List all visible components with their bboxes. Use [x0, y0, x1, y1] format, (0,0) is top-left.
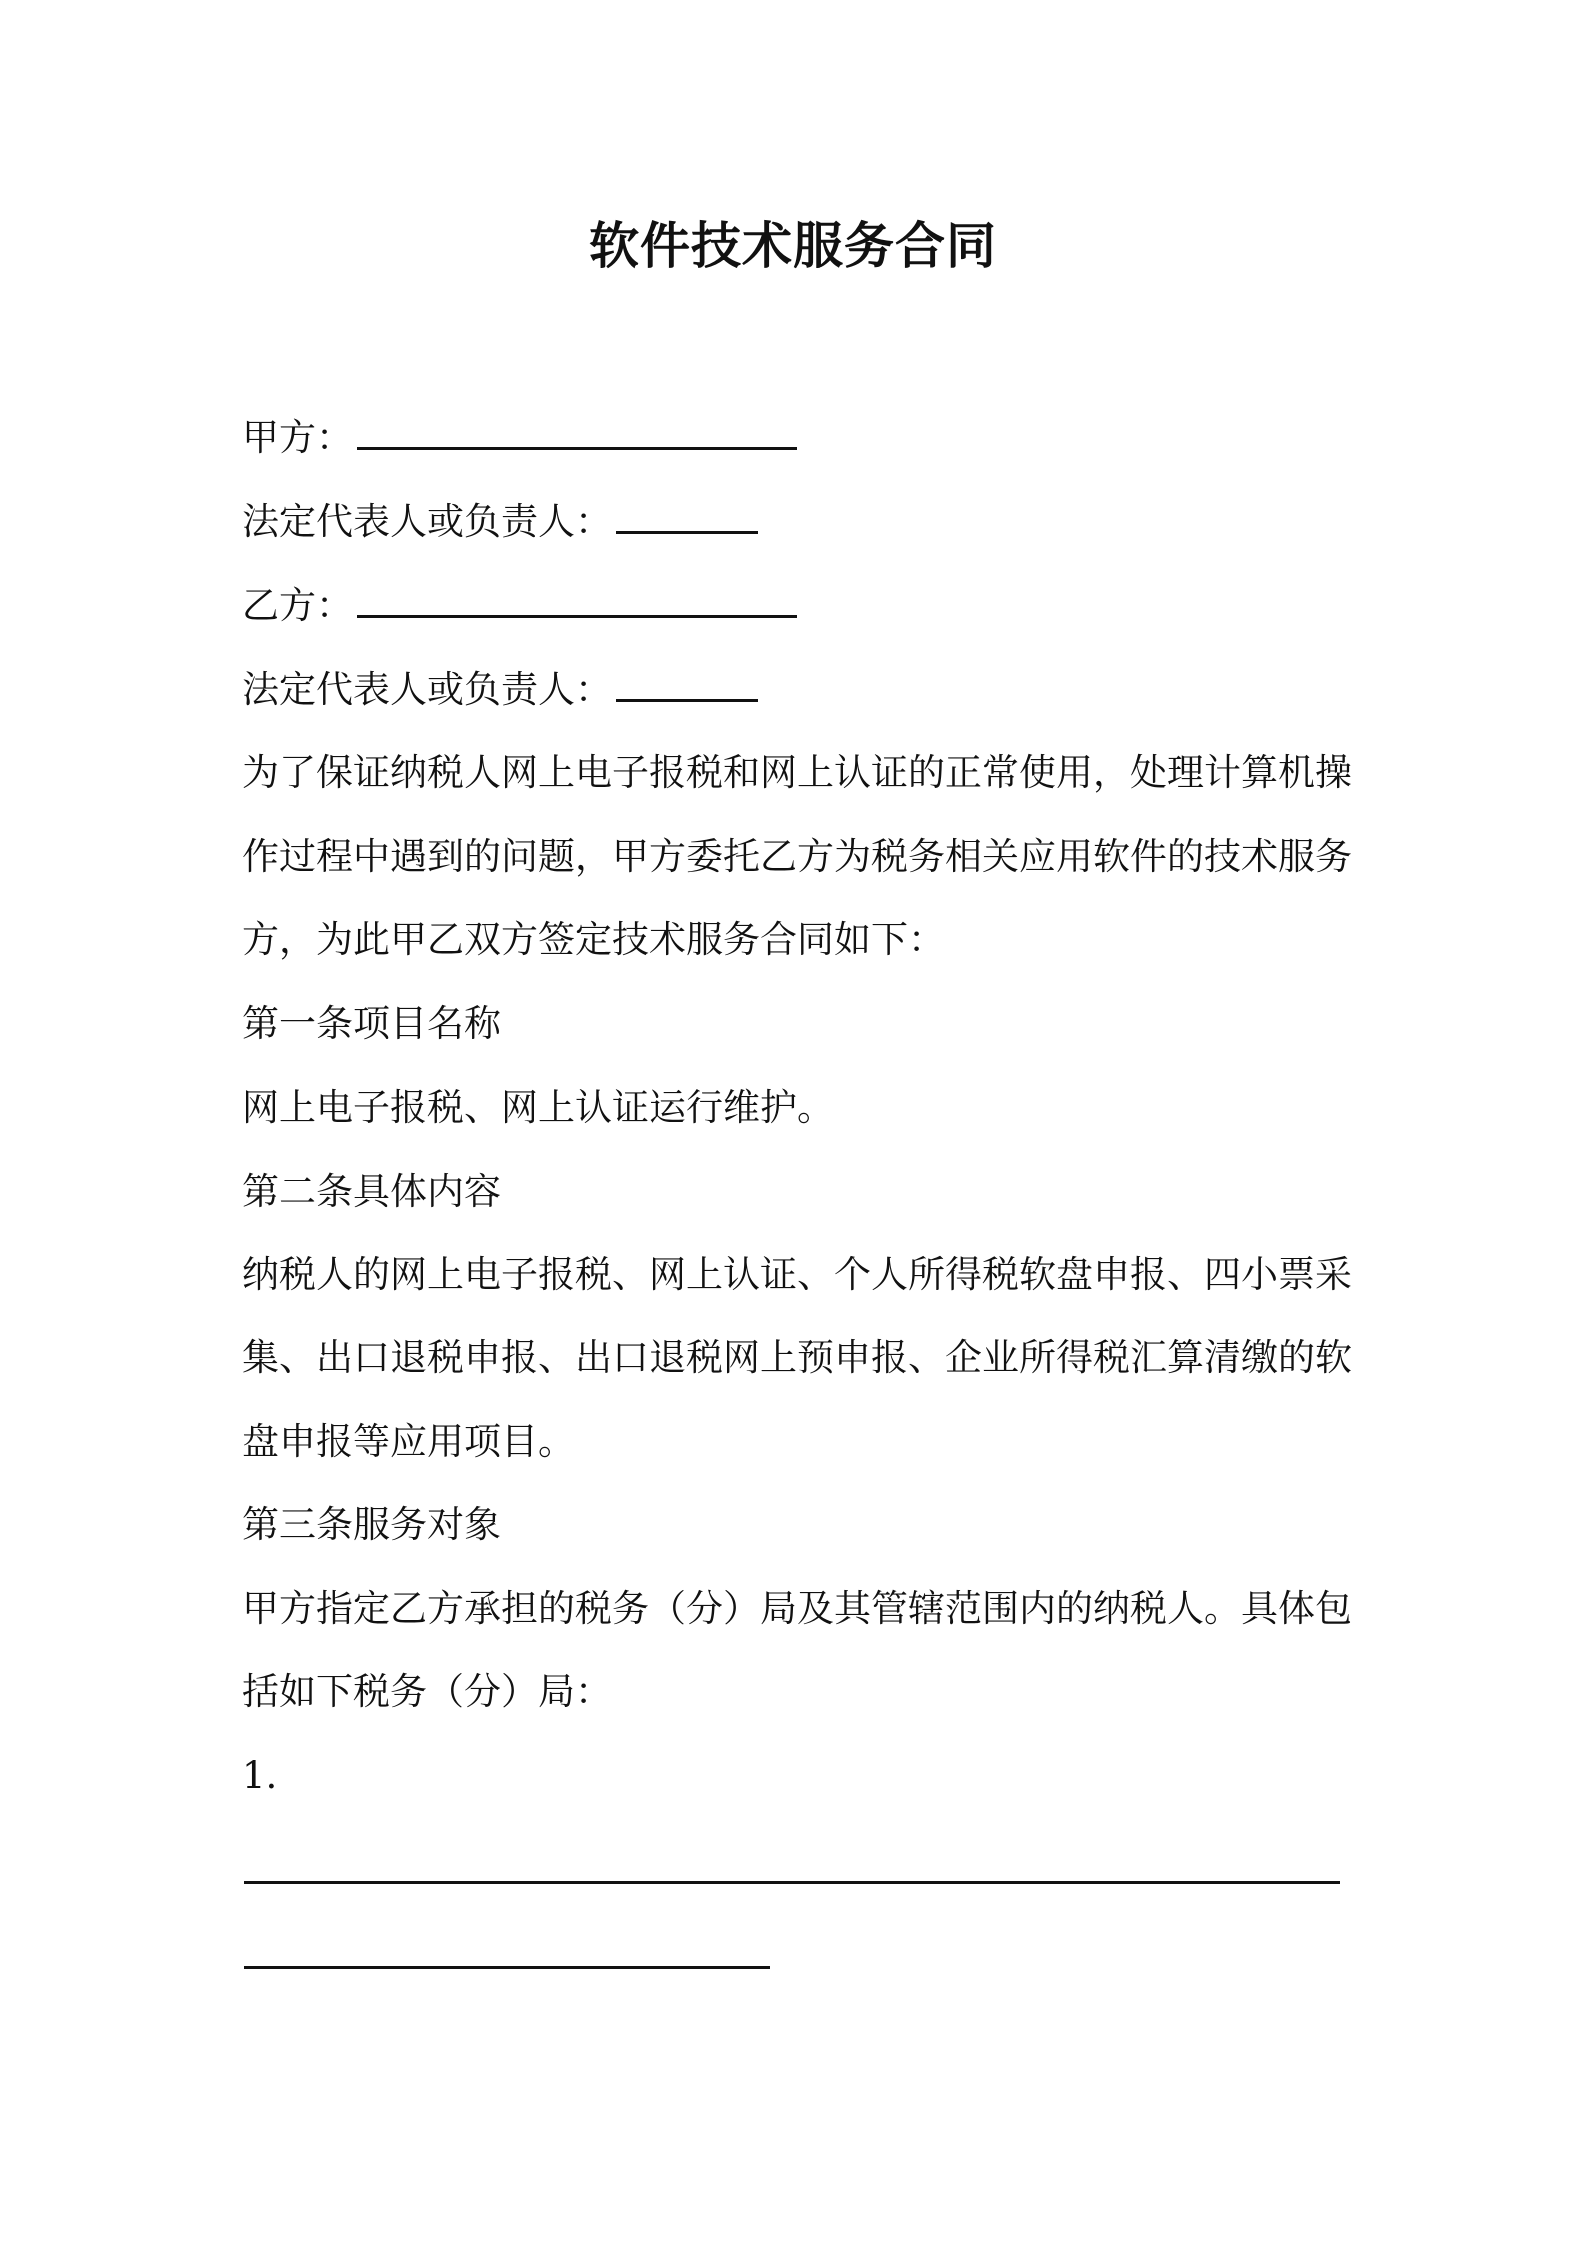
party-b-representative-line	[242, 664, 758, 716]
article-2-line: 纳税人的网上电子报税、网上认证、个人所得税软盘申报、四小票采	[242, 1253, 1352, 1296]
item-1-blank-line-continued	[244, 1966, 770, 1969]
article-2-line: 集、出口退税申报、出口退税网上预申报、企业所得税汇算清缴的软	[242, 1336, 1352, 1379]
article-2-heading: 第二条具体内容	[242, 1170, 501, 1213]
party-b-representative-label: 法定代表人或负责人：	[242, 668, 612, 711]
party-a-blank	[357, 413, 797, 450]
article-3-line: 括如下税务（分）局：	[242, 1670, 612, 1713]
party-a-representative-label: 法定代表人或负责人：	[242, 500, 612, 543]
party-b-line	[242, 580, 797, 632]
party-a-line	[242, 412, 797, 464]
intro-line: 为了保证纳税人网上电子报税和网上认证的正常使用，处理计算机操	[242, 751, 1352, 794]
article-3-heading: 第三条服务对象	[242, 1503, 501, 1546]
intro-line: 作过程中遇到的问题，甲方委托乙方为税务相关应用软件的技术服务	[242, 835, 1352, 878]
article-1-text: 网上电子报税、网上认证运行维护。	[242, 1086, 834, 1129]
party-b-representative-blank	[616, 665, 758, 702]
party-b-label: 乙方：	[242, 584, 353, 627]
document-title: 软件技术服务合同	[589, 217, 997, 275]
article-1-heading: 第一条项目名称	[242, 1002, 501, 1045]
intro-line: 方，为此甲乙双方签定技术服务合同如下：	[242, 918, 945, 961]
article-3-line: 甲方指定乙方承担的税务（分）局及其管辖范围内的纳税人。具体包	[242, 1587, 1352, 1630]
party-a-representative-line	[242, 496, 758, 548]
party-b-blank	[357, 581, 797, 618]
item-1-label: 1.	[242, 1754, 278, 1797]
party-a-representative-blank	[616, 497, 758, 534]
item-1-blank-line	[244, 1881, 1340, 1884]
article-2-line: 盘申报等应用项目。	[242, 1420, 575, 1463]
party-a-label: 甲方：	[242, 416, 353, 459]
